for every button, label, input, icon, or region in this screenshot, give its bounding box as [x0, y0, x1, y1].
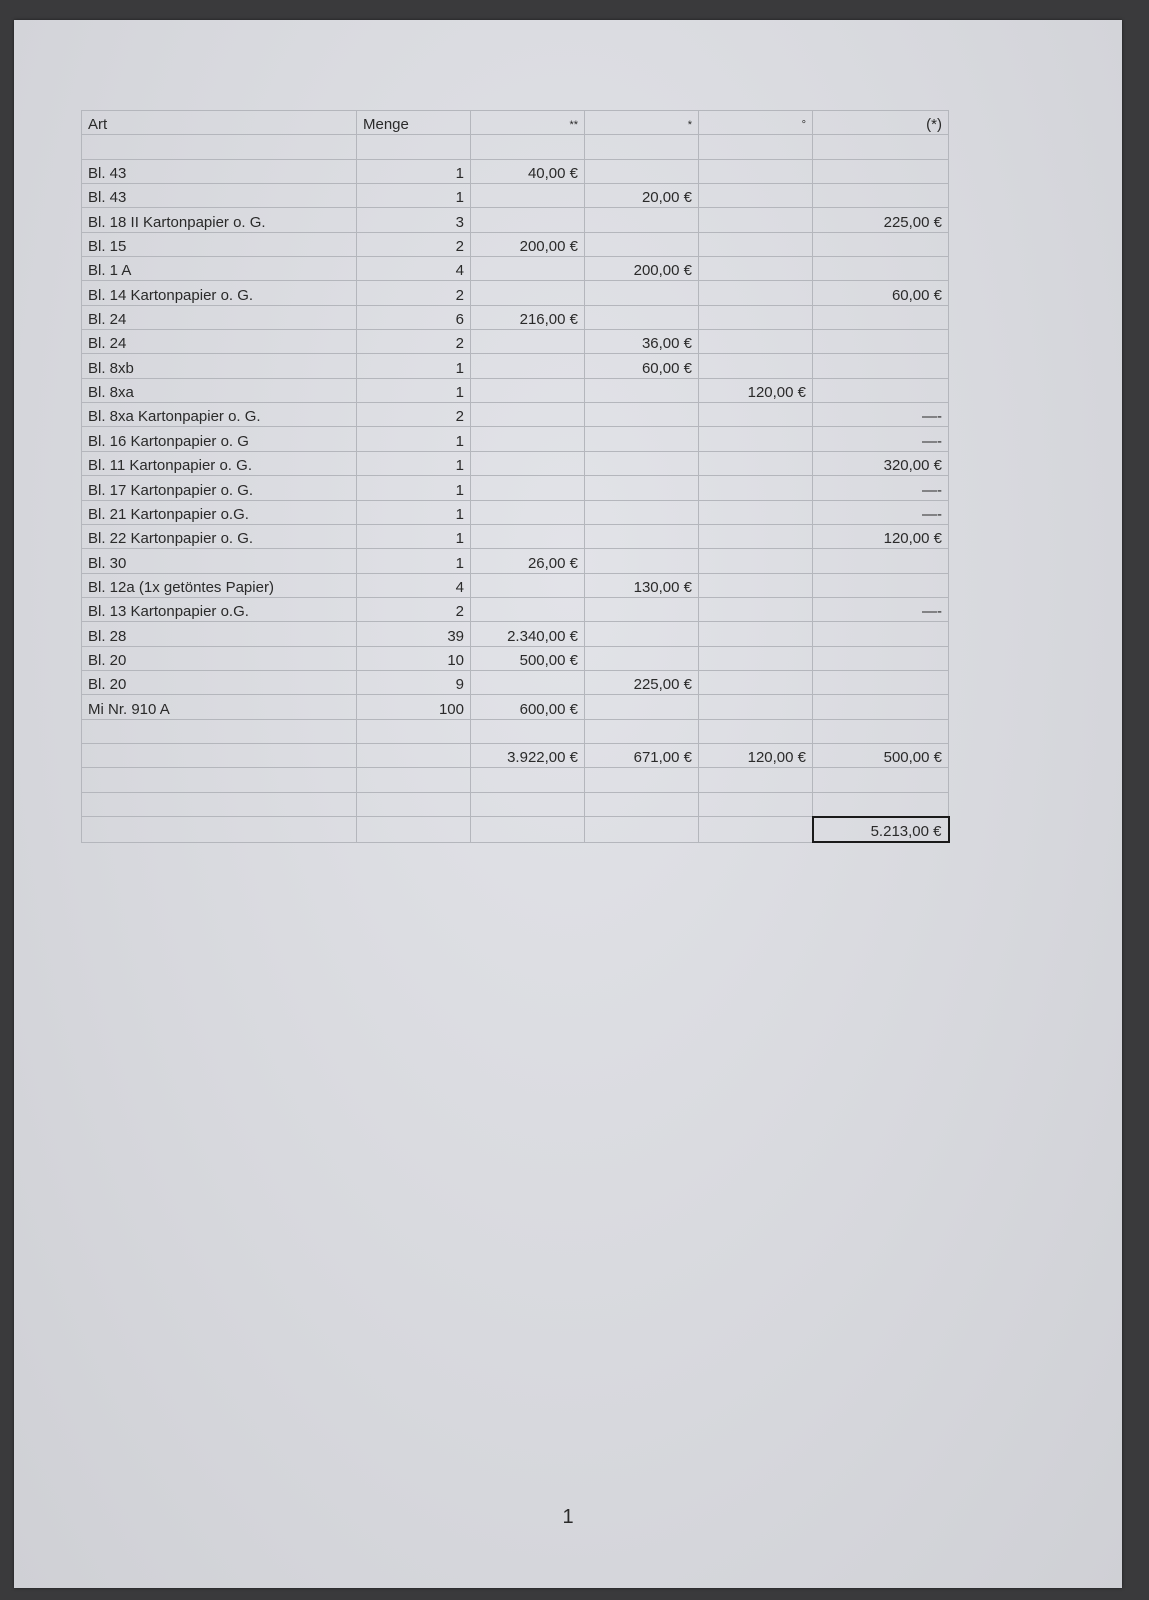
table-cell: 1: [357, 354, 471, 378]
table-cell: [585, 549, 699, 573]
subtotal-cell: [82, 743, 357, 767]
table-row: [82, 500, 949, 524]
table-cell: Mi Nr. 910 A: [82, 695, 357, 719]
table-cell: Bl. 24: [82, 305, 357, 329]
table-cell: [699, 208, 813, 232]
table-row: [82, 305, 949, 329]
table-row: [82, 451, 949, 475]
table-cell: 1: [357, 500, 471, 524]
table-cell: [813, 232, 949, 256]
table-row: [82, 524, 949, 548]
table-row: [82, 427, 949, 451]
table-cell: Bl. 22 Kartonpapier o. G.: [82, 524, 357, 548]
table-cell: [813, 646, 949, 670]
table-cell: [471, 451, 585, 475]
table-cell: 2: [357, 281, 471, 305]
table-cell: [699, 573, 813, 597]
table-cell: [813, 573, 949, 597]
empty-cell: [82, 719, 357, 743]
table-row: [82, 208, 949, 232]
spacer-row: [82, 719, 949, 743]
table-row: [82, 622, 949, 646]
table-cell: [699, 232, 813, 256]
subtotal-row: [82, 743, 949, 767]
table-row: [82, 597, 949, 621]
table-cell: 2: [357, 330, 471, 354]
empty-cell: [471, 817, 585, 842]
table-cell: [585, 646, 699, 670]
table-cell: [585, 524, 699, 548]
subtotal-cell: 120,00 €: [699, 743, 813, 767]
table-cell: [585, 378, 699, 402]
table-cell: 9: [357, 670, 471, 694]
table-cell: Bl. 43: [82, 184, 357, 208]
empty-cell: [699, 135, 813, 159]
table-cell: 320,00 €: [813, 451, 949, 475]
empty-cell: [699, 792, 813, 817]
table-cell: [699, 549, 813, 573]
table-cell: [471, 597, 585, 621]
table-cell: —-: [813, 476, 949, 500]
table-cell: [585, 208, 699, 232]
table-cell: [585, 403, 699, 427]
table-cell: [699, 695, 813, 719]
table-row: [82, 330, 949, 354]
subtotal-cell: 3.922,00 €: [471, 743, 585, 767]
table-cell: [813, 159, 949, 183]
table-cell: [699, 646, 813, 670]
empty-cell: [471, 792, 585, 817]
table-row: [82, 646, 949, 670]
table-cell: [471, 670, 585, 694]
empty-cell: [585, 719, 699, 743]
spacer-row: [82, 792, 949, 817]
header-cell: (*): [813, 111, 949, 135]
table-cell: Bl. 11 Kartonpapier o. G.: [82, 451, 357, 475]
table-cell: Bl. 15: [82, 232, 357, 256]
header-cell: *: [585, 111, 699, 135]
table-cell: Bl. 8xb: [82, 354, 357, 378]
table-cell: [699, 305, 813, 329]
table-cell: [471, 354, 585, 378]
table-cell: [471, 378, 585, 402]
header-cell: Menge: [357, 111, 471, 135]
table-cell: [585, 500, 699, 524]
table-cell: [699, 257, 813, 281]
table-cell: [585, 597, 699, 621]
table-cell: [471, 403, 585, 427]
table-row: [82, 354, 949, 378]
table-cell: [471, 573, 585, 597]
subtotal-cell: 671,00 €: [585, 743, 699, 767]
table-cell: Bl. 16 Kartonpapier o. G: [82, 427, 357, 451]
table-row: [82, 549, 949, 573]
table-cell: —-: [813, 427, 949, 451]
table-cell: [699, 500, 813, 524]
table-cell: [471, 500, 585, 524]
empty-cell: [585, 817, 699, 842]
empty-cell: [357, 768, 471, 792]
empty-cell: [357, 817, 471, 842]
table-cell: [471, 208, 585, 232]
empty-cell: [813, 135, 949, 159]
empty-cell: [699, 719, 813, 743]
table-cell: [699, 476, 813, 500]
table-cell: 1: [357, 159, 471, 183]
table-cell: Bl. 18 II Kartonpapier o. G.: [82, 208, 357, 232]
table-cell: Bl. 30: [82, 549, 357, 573]
table-cell: 225,00 €: [585, 670, 699, 694]
table-cell: 500,00 €: [471, 646, 585, 670]
empty-cell: [585, 135, 699, 159]
table-cell: 10: [357, 646, 471, 670]
header-cell: **: [471, 111, 585, 135]
table-cell: [699, 622, 813, 646]
empty-cell: [357, 719, 471, 743]
empty-cell: [471, 768, 585, 792]
table-cell: 2: [357, 232, 471, 256]
empty-cell: [813, 768, 949, 792]
empty-cell: [82, 135, 357, 159]
table-cell: [471, 524, 585, 548]
table-cell: [813, 305, 949, 329]
table-cell: 20,00 €: [585, 184, 699, 208]
table-cell: 2.340,00 €: [471, 622, 585, 646]
table-cell: Bl. 20: [82, 670, 357, 694]
table-cell: [585, 451, 699, 475]
table-cell: [471, 476, 585, 500]
table-cell: [471, 427, 585, 451]
table-cell: [813, 695, 949, 719]
table-row: [82, 403, 949, 427]
empty-cell: [699, 817, 813, 842]
table-cell: [813, 257, 949, 281]
table-row: [82, 670, 949, 694]
table-cell: —-: [813, 597, 949, 621]
inventory-table: [81, 110, 950, 843]
table-cell: [585, 232, 699, 256]
table-header-row: [82, 111, 949, 135]
table-cell: 216,00 €: [471, 305, 585, 329]
spacer-row: [82, 768, 949, 792]
table-cell: [699, 159, 813, 183]
table-cell: 1: [357, 378, 471, 402]
table-cell: 2: [357, 403, 471, 427]
table-cell: Bl. 12a (1x getöntes Papier): [82, 573, 357, 597]
table-cell: [699, 330, 813, 354]
page-number: 1: [562, 1506, 574, 1528]
table-cell: 200,00 €: [471, 232, 585, 256]
table-cell: Bl. 8xa: [82, 378, 357, 402]
table-cell: [585, 695, 699, 719]
table-cell: Bl. 14 Kartonpapier o. G.: [82, 281, 357, 305]
table-cell: Bl. 13 Kartonpapier o.G.: [82, 597, 357, 621]
table-cell: 120,00 €: [813, 524, 949, 548]
table-cell: [471, 184, 585, 208]
table-cell: [471, 257, 585, 281]
table-row: [82, 232, 949, 256]
table-cell: 4: [357, 573, 471, 597]
table-cell: 600,00 €: [471, 695, 585, 719]
table-cell: 4: [357, 257, 471, 281]
table-cell: [471, 281, 585, 305]
table-cell: Bl. 43: [82, 159, 357, 183]
table-cell: 6: [357, 305, 471, 329]
table-cell: 3: [357, 208, 471, 232]
spacer-row: [82, 135, 949, 159]
table-cell: [585, 159, 699, 183]
table-cell: 36,00 €: [585, 330, 699, 354]
table-cell: Bl. 1 A: [82, 257, 357, 281]
empty-cell: [699, 768, 813, 792]
table-cell: [699, 524, 813, 548]
table-cell: 120,00 €: [699, 378, 813, 402]
table-cell: 1: [357, 549, 471, 573]
table-cell: [813, 622, 949, 646]
table-cell: 1: [357, 451, 471, 475]
empty-cell: [585, 768, 699, 792]
table-cell: 100: [357, 695, 471, 719]
table-cell: [699, 670, 813, 694]
table-row: [82, 573, 949, 597]
table-cell: [585, 305, 699, 329]
empty-cell: [82, 817, 357, 842]
table-row: [82, 476, 949, 500]
table-cell: 2: [357, 597, 471, 621]
table-cell: —-: [813, 500, 949, 524]
table-cell: [813, 670, 949, 694]
table-row: [82, 695, 949, 719]
table-row: [82, 257, 949, 281]
table-cell: Bl. 24: [82, 330, 357, 354]
table-cell: 26,00 €: [471, 549, 585, 573]
subtotal-cell: 500,00 €: [813, 743, 949, 767]
table-cell: 200,00 €: [585, 257, 699, 281]
table-cell: [699, 451, 813, 475]
table-cell: [813, 330, 949, 354]
header-cell: °: [699, 111, 813, 135]
table-cell: 1: [357, 476, 471, 500]
table-cell: 39: [357, 622, 471, 646]
table-cell: [699, 281, 813, 305]
empty-cell: [82, 768, 357, 792]
table-cell: [813, 549, 949, 573]
table-cell: 225,00 €: [813, 208, 949, 232]
grand-total-row: [82, 817, 949, 842]
table-row: [82, 378, 949, 402]
table-cell: Bl. 17 Kartonpapier o. G.: [82, 476, 357, 500]
table-cell: [699, 184, 813, 208]
table-row: [82, 184, 949, 208]
table-cell: [471, 330, 585, 354]
table-cell: [585, 622, 699, 646]
table-cell: Bl. 21 Kartonpapier o.G.: [82, 500, 357, 524]
table-cell: [813, 354, 949, 378]
table-cell: [699, 354, 813, 378]
empty-cell: [813, 792, 949, 817]
table-cell: Bl. 28: [82, 622, 357, 646]
table-cell: [585, 476, 699, 500]
empty-cell: [585, 792, 699, 817]
table-cell: [699, 427, 813, 451]
document-page: [14, 20, 1122, 1588]
table-cell: Bl. 8xa Kartonpapier o. G.: [82, 403, 357, 427]
table-cell: 60,00 €: [813, 281, 949, 305]
table-cell: [813, 378, 949, 402]
table-cell: 40,00 €: [471, 159, 585, 183]
empty-cell: [357, 792, 471, 817]
table-cell: Bl. 20: [82, 646, 357, 670]
table-row: [82, 159, 949, 183]
empty-cell: [471, 135, 585, 159]
table-cell: [813, 184, 949, 208]
table-cell: 60,00 €: [585, 354, 699, 378]
table-cell: 1: [357, 184, 471, 208]
grand-total-cell: 5.213,00 €: [813, 817, 949, 842]
empty-cell: [471, 719, 585, 743]
table-cell: [699, 403, 813, 427]
table-cell: 1: [357, 427, 471, 451]
table-cell: [585, 427, 699, 451]
table-cell: —-: [813, 403, 949, 427]
table-cell: [585, 281, 699, 305]
table-row: [82, 281, 949, 305]
subtotal-cell: [357, 743, 471, 767]
table-cell: 1: [357, 524, 471, 548]
table-cell: 130,00 €: [585, 573, 699, 597]
empty-cell: [813, 719, 949, 743]
empty-cell: [357, 135, 471, 159]
header-cell: Art: [82, 111, 357, 135]
table-cell: [699, 597, 813, 621]
empty-cell: [82, 792, 357, 817]
